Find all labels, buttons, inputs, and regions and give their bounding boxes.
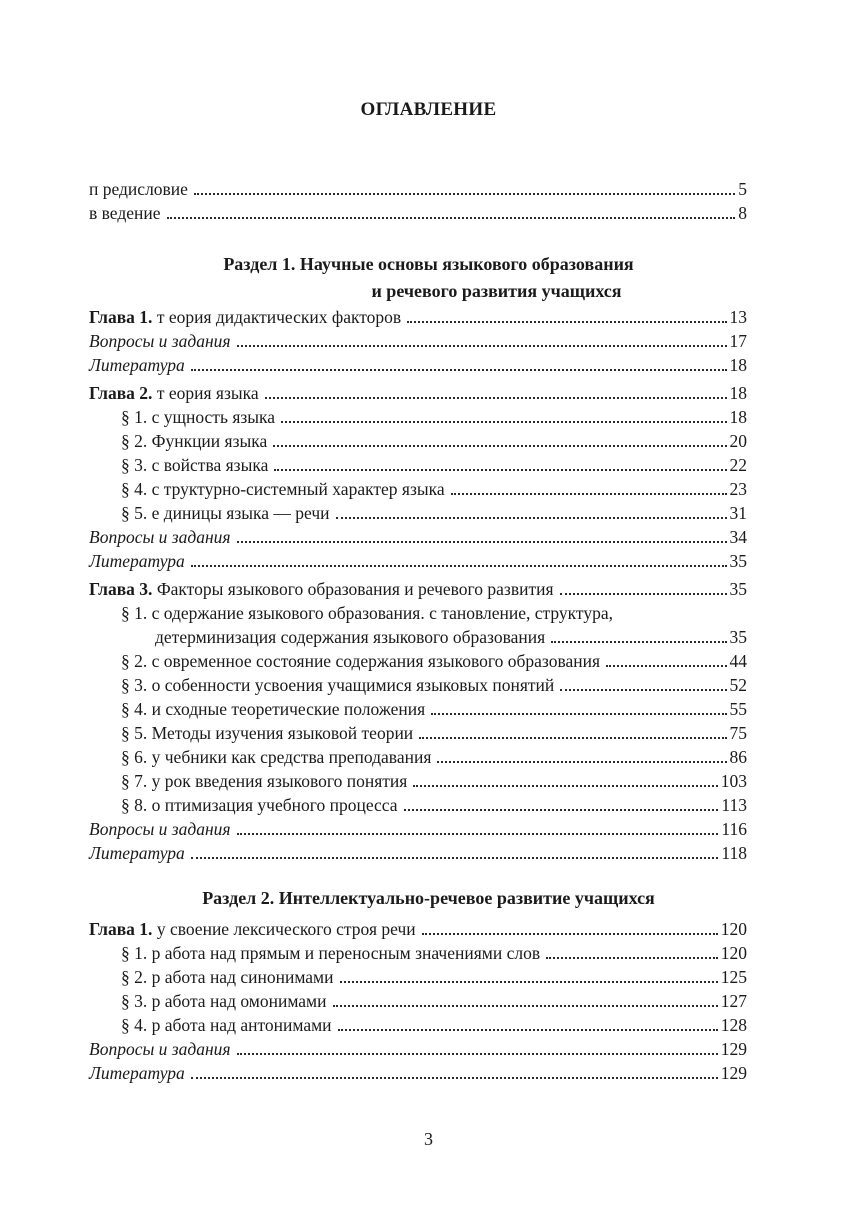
toc-entry-page: 17 — [729, 331, 747, 351]
toc-paragraph[interactable] — [121, 501, 747, 525]
section-heading-line: и речевого развития учащихся — [371, 281, 622, 301]
chapter-title: у своение лексического строя речи — [152, 919, 416, 939]
toc-entry-text: Вопросы и задания — [89, 1039, 231, 1059]
section-heading-line: Раздел 2. Интеллектуально-речевое развитие учащихся — [202, 888, 655, 908]
toc-paragraph[interactable] — [121, 405, 747, 429]
page-number: 3 — [424, 1129, 433, 1149]
toc-entry-text: Вопросы и задания — [89, 331, 231, 351]
dot-leader — [560, 689, 726, 691]
dot-leader — [333, 1005, 718, 1007]
toc-paragraph[interactable] — [121, 673, 747, 697]
toc-entry-page: 5 — [738, 179, 747, 199]
toc-entry-page: 128 — [720, 1015, 747, 1035]
toc-entry-page: 31 — [729, 503, 747, 523]
toc-entry-page: 34 — [729, 527, 747, 547]
dot-leader — [281, 421, 726, 423]
page-title: ОГЛАВЛЕНИЕ — [360, 99, 497, 120]
toc-entry-page: 120 — [720, 943, 747, 963]
dot-leader — [191, 1077, 718, 1079]
toc-paragraph[interactable] — [121, 941, 747, 965]
dot-leader — [431, 713, 726, 715]
toc-paragraph[interactable] — [121, 965, 747, 989]
toc-chapter-1[interactable] — [89, 917, 747, 941]
toc-entry-text: Литература — [89, 1063, 185, 1083]
toc-paragraph[interactable] — [121, 697, 747, 721]
toc-paragraph[interactable] — [121, 453, 747, 477]
toc-entry-text: § 3. с войства языка — [121, 455, 269, 475]
dot-leader — [167, 217, 736, 219]
chapter-title: Факторы языкового образования и речевого развития — [152, 579, 554, 599]
toc-entry-text: § 7. у рок введения языкового понятия — [121, 771, 408, 791]
dot-leader — [422, 933, 718, 935]
toc-paragraph[interactable] — [121, 793, 747, 817]
toc-paragraph[interactable] — [121, 477, 747, 501]
toc-entry-page: 75 — [729, 723, 747, 743]
toc-entry-text: Вопросы и задания — [89, 527, 231, 547]
toc-paragraph[interactable] — [121, 601, 747, 625]
toc-entry-page: 20 — [729, 431, 747, 451]
toc-entry-text: § 2. Функции языка — [121, 431, 268, 451]
toc-entry-text: § 4. с труктурно-системный характер языка — [121, 479, 445, 499]
dot-leader — [273, 445, 726, 447]
toc-entry-text: § 2. р абота над синонимами — [121, 967, 334, 987]
dot-leader — [194, 193, 735, 195]
dot-leader — [191, 857, 719, 859]
toc-chapter-3[interactable] — [89, 577, 747, 601]
dot-leader — [451, 493, 727, 495]
toc-entry-text: § 2. с овременное состояние содержания языкового образования — [121, 651, 601, 671]
toc-entry-page: 86 — [729, 747, 747, 767]
toc-entry-preface[interactable] — [89, 177, 747, 201]
toc-entry-text: § 3. о собенности усвоения учащимися языковых понятий — [121, 675, 555, 695]
toc-entry-text: § 6. у чебники как средства преподавания — [121, 747, 432, 767]
chapter-label: Глава 3. — [89, 579, 153, 599]
toc-questions[interactable] — [89, 329, 747, 353]
toc-entry-page: 35 — [729, 579, 747, 599]
toc-entry-text: Литература — [89, 355, 185, 375]
toc-questions[interactable] — [89, 817, 747, 841]
toc-entry-introduction[interactable] — [89, 201, 747, 225]
dot-leader — [437, 761, 726, 763]
chapter-title: т еория дидактических факторов — [152, 307, 402, 327]
chapter-label: Глава 1. — [89, 919, 153, 939]
toc-paragraph[interactable] — [121, 989, 747, 1013]
toc-entry-page: 103 — [720, 771, 747, 791]
toc-entry-text: Литература — [89, 551, 185, 571]
toc-entry-page: 18 — [729, 383, 747, 403]
dot-leader — [338, 1029, 718, 1031]
section-heading-line: Раздел 1. Научные основы языкового образования — [223, 254, 634, 274]
toc-questions[interactable] — [89, 1037, 747, 1061]
toc-entry-page: 44 — [729, 651, 747, 671]
toc-entry-page: 125 — [720, 967, 747, 987]
dot-leader — [606, 665, 726, 667]
dot-leader — [551, 641, 726, 643]
toc-paragraph[interactable] — [121, 1013, 747, 1037]
toc-entry-page: 120 — [720, 919, 747, 939]
toc-entry-text: Вопросы и задания — [89, 819, 231, 839]
toc-paragraph[interactable] — [121, 649, 747, 673]
toc-entry-text: § 1. с одержание языкового образования. с тановление, структура, — [121, 603, 613, 623]
toc-chapter-1[interactable] — [89, 305, 747, 329]
dot-leader — [237, 833, 719, 835]
toc-entry-page: 118 — [721, 843, 747, 863]
toc-entry-page: 13 — [729, 307, 747, 327]
toc-entry-page: 129 — [720, 1039, 747, 1059]
toc-entry-text: § 5. Методы изучения языковой теории — [121, 723, 414, 743]
toc-entry-page: 129 — [720, 1063, 747, 1083]
dot-leader — [413, 785, 717, 787]
dot-leader — [191, 369, 727, 371]
toc-paragraph[interactable] — [121, 429, 747, 453]
toc-paragraph-continuation[interactable] — [155, 625, 747, 649]
toc-entry-page: 35 — [729, 551, 747, 571]
toc-questions[interactable] — [89, 525, 747, 549]
toc-entry-text: § 3. р абота над омонимами — [121, 991, 327, 1011]
section-2-heading — [0, 885, 857, 912]
toc-entry-page: 55 — [729, 699, 747, 719]
dot-leader — [419, 737, 726, 739]
toc-entry-page: 18 — [729, 355, 747, 375]
toc-entry-text: § 5. е диницы языка — речи — [121, 503, 330, 523]
toc-entry-page: 23 — [729, 479, 747, 499]
dot-leader — [340, 981, 718, 983]
toc-entry-page: 18 — [729, 407, 747, 427]
toc-entry-text: § 1. с ущность языка — [121, 407, 276, 427]
toc-chapter-2[interactable] — [89, 381, 747, 405]
toc-literature[interactable] — [89, 1061, 747, 1085]
toc-literature[interactable] — [89, 353, 747, 377]
toc-entry-text: § 8. о птимизация учебного процесса — [121, 795, 398, 815]
dot-leader — [274, 469, 726, 471]
dot-leader — [237, 1053, 718, 1055]
dot-leader — [191, 565, 727, 567]
toc-entry-text: п редисловие — [89, 179, 188, 199]
toc-entry-text: § 1. р абота над прямым и переносным значениями слов — [121, 943, 541, 963]
toc-literature[interactable] — [89, 549, 747, 573]
toc-paragraph[interactable] — [121, 721, 747, 745]
chapter-title: т еория языка — [152, 383, 259, 403]
dot-leader — [560, 593, 727, 595]
dot-leader — [265, 397, 727, 399]
dot-leader — [237, 541, 727, 543]
toc-entry-page: 116 — [721, 819, 747, 839]
toc-literature[interactable] — [89, 841, 747, 865]
toc-entry-page: 113 — [721, 795, 747, 815]
dot-leader — [336, 517, 727, 519]
chapter-label: Глава 1. — [89, 307, 153, 327]
toc-entry-page: 22 — [729, 455, 747, 475]
toc-entry-text: детерминизация содержания языкового образования — [155, 627, 546, 647]
chapter-label: Глава 2. — [89, 383, 153, 403]
toc-entry-text: § 4. и сходные теоретические положения — [121, 699, 426, 719]
dot-leader — [404, 809, 719, 811]
toc-paragraph[interactable] — [121, 745, 747, 769]
toc-entry-page: 8 — [738, 203, 747, 223]
toc-entry-page: 35 — [729, 627, 747, 647]
toc-entry-text: в ведение — [89, 203, 161, 223]
section-1-heading — [0, 251, 857, 305]
dot-leader — [546, 957, 718, 959]
toc-entry-page: 52 — [729, 675, 747, 695]
dot-leader — [407, 321, 726, 323]
toc-paragraph[interactable] — [121, 769, 747, 793]
toc-entry-text: Литература — [89, 843, 185, 863]
toc-entry-text: § 4. р абота над антонимами — [121, 1015, 332, 1035]
toc-entry-page: 127 — [720, 991, 747, 1011]
dot-leader — [237, 345, 727, 347]
